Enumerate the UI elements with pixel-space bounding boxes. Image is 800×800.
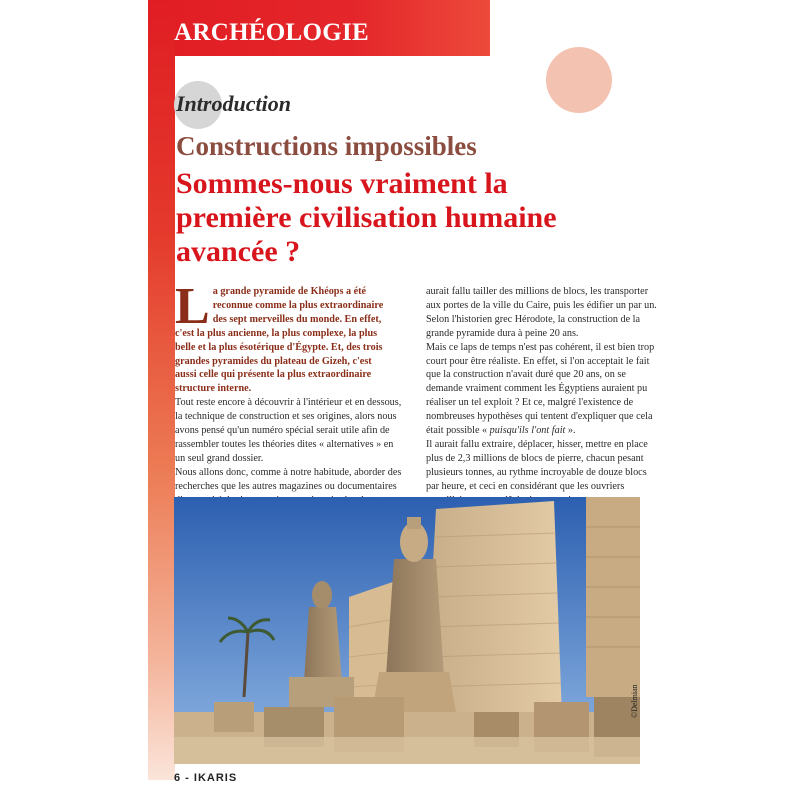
body-line: nombreuses hypothèses qui tentent d'expliquer que cela — [426, 411, 653, 423]
decorative-circle-salmon — [546, 47, 612, 113]
body-line: aux portes de la ville du Caire, puis les édifier un par un. — [426, 299, 657, 311]
headline-line: avancée ? — [176, 235, 301, 268]
lead-line: c'est la plus ancienne, la plus complexe, la plus — [175, 327, 378, 339]
lead-line: aussi celle qui présente la plus extraordinaire — [175, 369, 372, 381]
temple-illustration — [174, 497, 640, 764]
section-title: ARCHÉOLOGIE — [174, 19, 369, 46]
body-line: Tout reste encore à découvrir à l'intérieur et en dessous, — [175, 397, 402, 409]
body-line: plusieurs tonnes, au rythme incroyable de douze blocs — [426, 466, 647, 478]
body-line: aurait fallu tailler des millions de blocs, les transporter — [426, 286, 649, 297]
lead-line: reconnue comme la plus extraordinaire — [212, 299, 384, 311]
lead-paragraph — [175, 278, 397, 396]
body-line: un seul grand dossier. — [175, 452, 264, 464]
text-column-left — [175, 278, 402, 521]
lead-line: a grande pyramide de Khéops a été — [212, 286, 367, 297]
body-line: recherches que les autres magazines ou documentaires — [175, 480, 397, 492]
photo-credit: ©Delmian — [630, 684, 639, 718]
body-line: rassembler toutes les théories dites « alternatives » en — [175, 438, 394, 450]
body-line: demande vraiment comment les Égyptiens auraient pu — [426, 383, 648, 395]
body-line: avons pensé qu'un numéro spécial serait utile afin de — [175, 425, 390, 437]
quote-suffix: ». — [565, 425, 576, 437]
lead-line: grandes pyramides du plateau de Gizeh, c'est — [175, 355, 372, 367]
side-band — [148, 0, 175, 780]
body-line: Selon l'historien grec Hérodote, la construction de la — [426, 313, 641, 325]
body-line: Il aurait fallu extraire, déplacer, hisser, mettre en place — [426, 438, 648, 450]
quote-prefix: était possible « — [426, 425, 490, 437]
body-line: la technique de construction et ses origines, alors nous — [175, 411, 397, 423]
text-column-right — [426, 285, 657, 521]
headline-line: première civilisation humaine — [176, 201, 557, 234]
body-line: court pour être réaliste. En effet, si l'on acceptait le fait — [426, 355, 650, 367]
temple-photo — [174, 497, 640, 764]
body-line: plus de 2,3 millions de blocs de pierre, chacun pesant — [426, 452, 644, 464]
body-line: Nous allons donc, comme à notre habitude, aborder des — [175, 466, 402, 478]
article-subtitle: Constructions impossibles — [176, 131, 477, 161]
body-line: Mais ce laps de temps n'est pas cohérent, il est bien trop — [426, 341, 655, 353]
lead-line: structure interne. — [175, 383, 252, 395]
quote-line — [426, 424, 648, 438]
drop-cap: L — [175, 278, 210, 335]
lead-line: des sept merveilles du monde. En effet, — [212, 313, 382, 325]
body-line: réaliser un tel exploit ? Et ce, malgré l'existence de — [426, 397, 634, 409]
article-kicker: Introduction — [176, 91, 291, 116]
page-footer: 6 - IKARIS — [174, 772, 238, 784]
article-headline — [176, 167, 636, 269]
headline-line: Sommes-nous vraiment la — [176, 167, 508, 200]
quote-italic: puisqu'ils l'ont fait — [489, 425, 566, 437]
body-line: grande pyramide dura à peine 20 ans. — [426, 327, 579, 339]
lead-line: belle et la plus ésotérique d'Égypte. Et, des trois — [175, 341, 383, 353]
body-line: que la construction n'avait duré que 20 ans, on se — [426, 369, 626, 381]
body-line: par heure, et ceci en considérant que les ouvriers — [426, 480, 625, 492]
